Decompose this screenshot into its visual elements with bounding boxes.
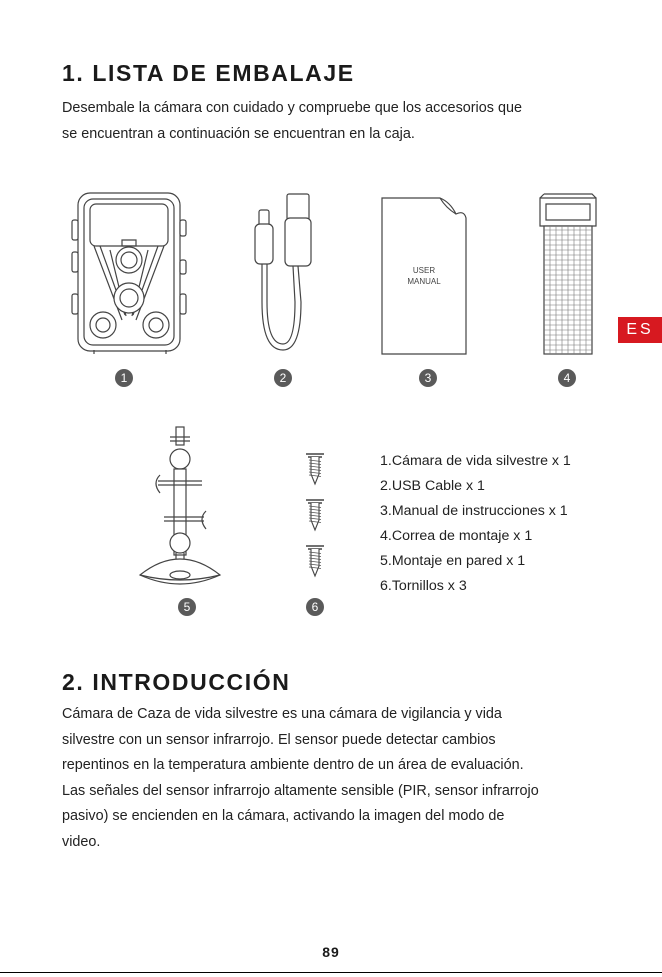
list-item: 3.Manual de instrucciones x 1 <box>380 503 568 519</box>
introduction-paragraph <box>62 702 622 855</box>
manual-label-line1: USER <box>412 266 436 275</box>
footer-rule <box>0 972 662 973</box>
list-item: 5.Montaje en pared x 1 <box>380 553 526 569</box>
language-tab: ES <box>618 317 662 343</box>
manual-label-line2: MANUAL <box>407 277 441 286</box>
list-item: 6.Tornillos x 3 <box>380 578 467 594</box>
paragraph-line: repentinos en la temperatura ambiente dentro de un área de evaluación. <box>62 757 524 773</box>
user-manual-illustration <box>380 196 472 356</box>
page-number: 89 <box>322 944 340 960</box>
packing-intro-line: Desembale la cámara con cuidado y compruebe que los accesorios que <box>62 100 522 116</box>
item-number-1: 1 <box>115 369 133 387</box>
trail-camera-illustration <box>70 190 190 355</box>
wall-mount-illustration <box>130 425 240 600</box>
section-title-introduction: 2. INTRODUCCIÓN <box>62 669 291 695</box>
list-item: 1.Cámara de vida silvestre x 1 <box>380 453 571 469</box>
package-contents-list <box>380 449 571 599</box>
item-number-3: 3 <box>419 369 437 387</box>
item-number-5: 5 <box>178 598 196 616</box>
paragraph-line: Cámara de Caza de vida silvestre es una cámara de vigilancia y vida <box>62 706 502 722</box>
list-item: 2.USB Cable x 1 <box>380 478 485 494</box>
paragraph-line: silvestre con un sensor infrarrojo. El sensor puede detectar cambios <box>62 731 496 748</box>
section-title-packing-list: 1. LISTA DE EMBALAJE <box>62 60 355 86</box>
packing-intro <box>62 96 622 147</box>
item-number-2: 2 <box>274 369 292 387</box>
list-item: 4.Correa de montaje x 1 <box>380 528 533 544</box>
paragraph-line: video. <box>62 833 101 850</box>
item-number-4: 4 <box>558 369 576 387</box>
mounting-strap-illustration <box>536 192 600 357</box>
paragraph-line: pasivo) se encienden en la cámara, activando la imagen del modo de <box>62 808 505 824</box>
screws-illustration <box>303 452 333 582</box>
paragraph-line: Las señales del sensor infrarrojo altamente sensible (PIR, sensor infrarrojo <box>62 782 539 799</box>
packing-intro-line: se encuentran a continuación se encuentran en la caja. <box>62 125 415 142</box>
usb-cable-illustration <box>245 192 325 357</box>
item-number-6: 6 <box>306 598 324 616</box>
